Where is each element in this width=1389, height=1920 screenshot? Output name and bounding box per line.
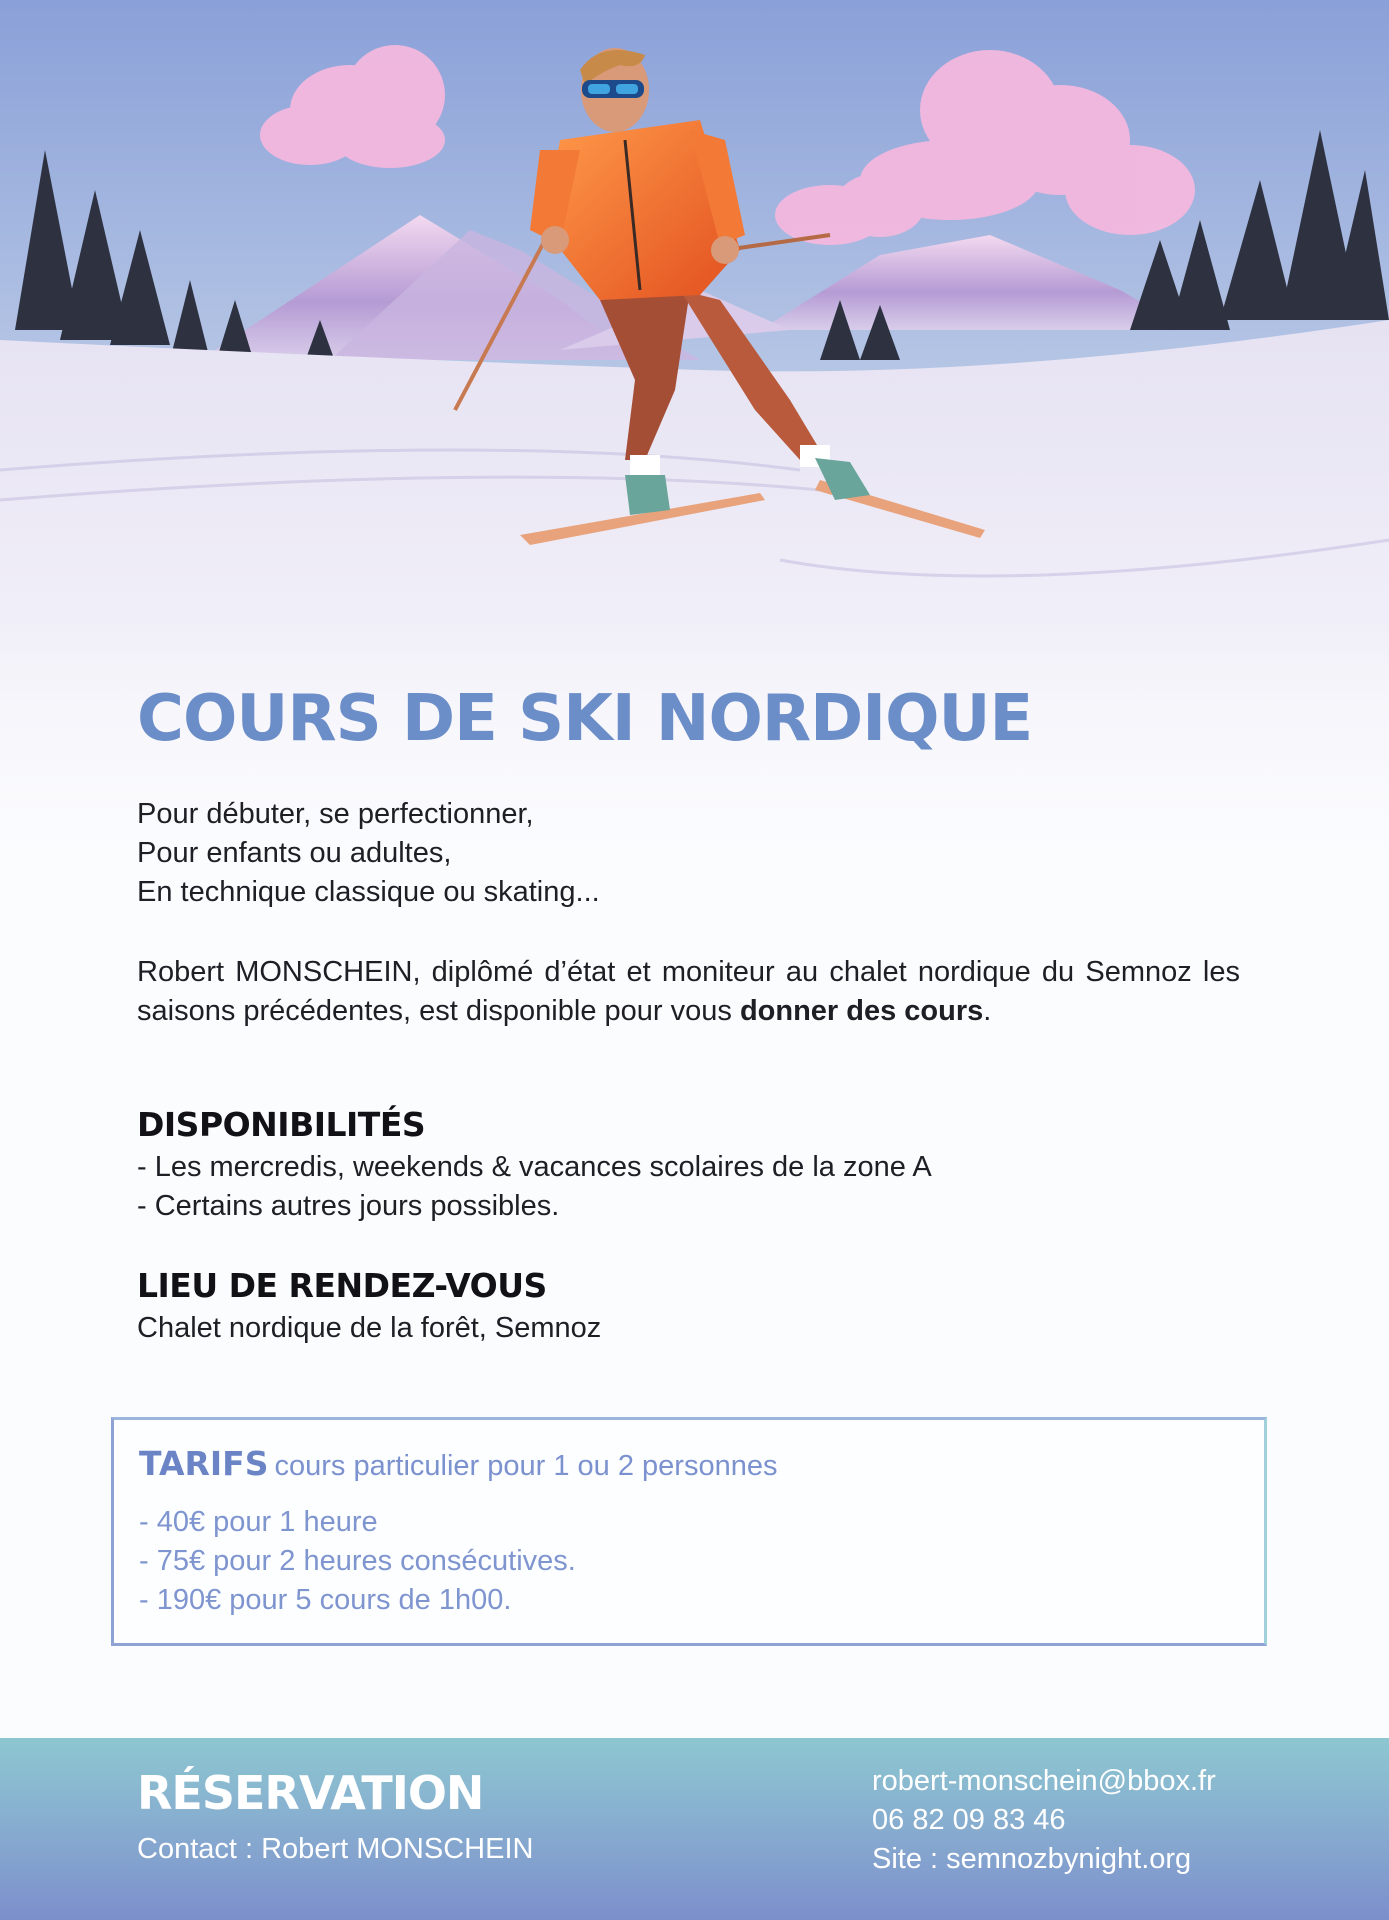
description-end: . xyxy=(983,995,992,1027)
description-text: Robert MONSCHEIN, diplômé d’état et moniteur au chalet nordique du Semnoz les saisons précédentes, est disponible pour vous xyxy=(137,956,1240,1027)
contact-details xyxy=(872,1762,1216,1879)
page-title: COURS DE SKI NORDIQUE xyxy=(137,682,1033,756)
availability-heading: DISPONIBILITÉS xyxy=(137,1105,426,1144)
instructor-description xyxy=(137,953,1240,1031)
price-item: - 190€ pour 5 cours de 1h00. xyxy=(139,1584,512,1616)
intro-line: En technique classique ou skating... xyxy=(137,876,600,908)
price-item: - 40€ pour 1 heure xyxy=(139,1506,378,1538)
list-item: - Les mercredis, weekends & vacances scolaires de la zone A xyxy=(137,1151,932,1183)
reservation-footer xyxy=(0,1738,1389,1920)
list-item: - Certains autres jours possibles. xyxy=(137,1190,560,1222)
pricing-heading: TARIFS xyxy=(139,1444,269,1483)
reservation-heading: RÉSERVATION xyxy=(137,1766,484,1820)
pricing-box xyxy=(111,1417,1267,1646)
intro-text xyxy=(137,795,1240,912)
availability-list xyxy=(137,1148,1240,1226)
reservation-contact: Contact : Robert MONSCHEIN xyxy=(137,1833,534,1865)
meeting-place-text: Chalet nordique de la forêt, Semnoz xyxy=(137,1312,602,1344)
pricing-subheading: cours particulier pour 1 ou 2 personnes xyxy=(274,1450,778,1482)
intro-line: Pour débuter, se perfectionner, xyxy=(137,798,534,830)
pricing-list xyxy=(139,1503,576,1620)
phone-number[interactable]: 06 82 09 83 46 xyxy=(872,1804,1066,1836)
pricing-header xyxy=(139,1444,777,1483)
skier-illustration xyxy=(0,0,1389,900)
website-link[interactable]: Site : semnozbynight.org xyxy=(872,1843,1192,1875)
email-link[interactable]: robert-monschein@bbox.fr xyxy=(872,1765,1216,1797)
hero-illustration xyxy=(0,0,1389,900)
intro-line: Pour enfants ou adultes, xyxy=(137,837,452,869)
price-item: - 75€ pour 2 heures consécutives. xyxy=(139,1545,576,1577)
description-bold: donner des cours xyxy=(739,995,984,1027)
meeting-place-heading: LIEU DE RENDEZ-VOUS xyxy=(137,1266,547,1305)
